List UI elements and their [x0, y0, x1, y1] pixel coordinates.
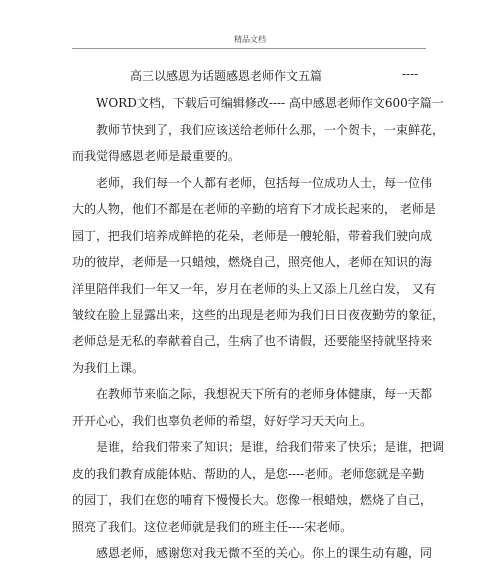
- body-line: 老师，我们每一个人都有老师，包括每一位成功人士，每一位伟: [96, 176, 433, 190]
- page-header: 精品文档: [234, 35, 266, 44]
- body-line: 感恩老师，感谢您对我无微不至的关心。你上的课生动有趣，同: [96, 546, 433, 560]
- header-divider: [72, 48, 426, 49]
- body-line: 照亮了我们。这位老师就是我们的班主任----宋老师。: [72, 520, 353, 534]
- body-line: 皮的我们教育成能体贴、帮助的人，是您----老师。老师您就是辛勤: [72, 467, 425, 481]
- body-line: 而我觉得感恩老师是最重要的。: [72, 149, 241, 163]
- body-line: 开开心心，我们也辜负老师的希望，好好学习天天向上。: [72, 414, 373, 428]
- body-line: 洋里陪伴我们一年又一年，岁月在老师的头上又添上几丝白发， 又有: [72, 282, 436, 296]
- document-title: 高三以感恩为话题感恩老师作文五篇: [130, 69, 323, 83]
- body-line: 的园丁，我们在您的哺育下慢慢长大。您像一根蜡烛，燃烧了自己，: [72, 493, 433, 507]
- body-line: 在教师节来临之际，我想祝天下所有的老师身体健康，每一天都: [96, 387, 433, 401]
- title-dash: ----: [402, 67, 419, 81]
- body-line: 皱纹在脸上显露出来，这些的出现是老师为我们日日夜夜勤劳的象征，: [72, 308, 445, 322]
- body-line: 园丁，把我们培养成鲜艳的花朵，老师是一艘轮船，带着我们驶向成: [72, 229, 433, 243]
- body-line: 为我们上课。: [72, 361, 145, 375]
- body-line: 老师总是无私的奉献着自己，生病了也不请假，还要能坚持就坚持来: [72, 334, 433, 348]
- body-line: 大的人物，他们不都是在老师的辛勤的培育下才成长起来的， 老师是: [72, 202, 436, 216]
- body-line: 是谁，给我们带来了知识；是谁，给我们带来了快乐；是谁，把调: [96, 440, 445, 454]
- body-line: 教师节快到了，我们应该送给老师什么那，一个贺卡，一束鲜花，: [96, 123, 445, 137]
- body-line: WORD文档，下载后可编辑修改---- 高中感恩老师作文600字篇一: [96, 96, 444, 110]
- body-line: 功的彼岸，老师是一只蜡烛，燃烧自己，照亮他人，老师在知识的海: [72, 255, 433, 269]
